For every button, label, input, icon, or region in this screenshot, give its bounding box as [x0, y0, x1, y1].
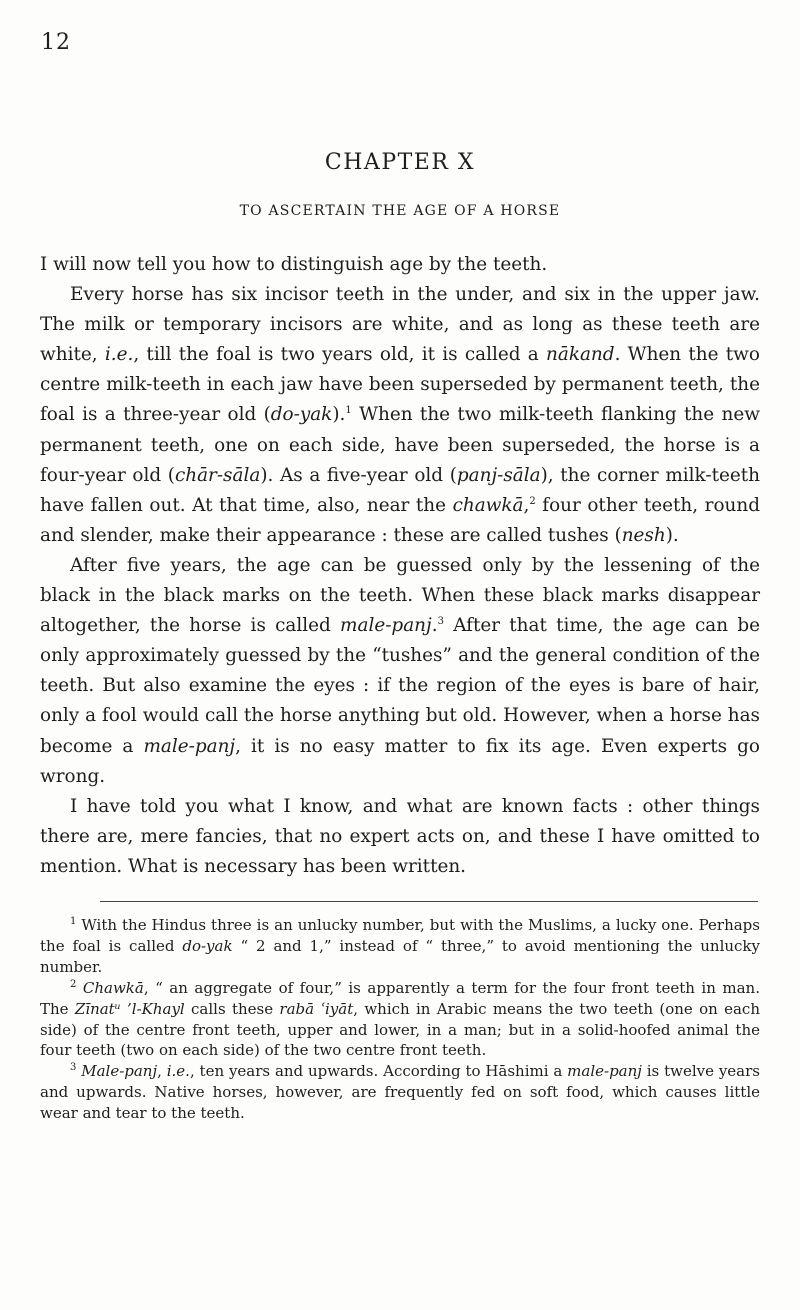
text-run: , it is no easy matter to fix its age. Even experts go wrong. [40, 735, 760, 787]
text-run: ). [665, 524, 679, 546]
italic-term: panj-sāla [456, 464, 541, 486]
text-run: , ten years and upwards. According to Hāshimi a [189, 1062, 568, 1081]
text-run: I will now tell you how to distinguish age by the teeth. [40, 254, 548, 275]
footnote-ref: 1 [345, 405, 352, 417]
italic-term: chawkā [452, 494, 524, 516]
italic-term: do-yak [270, 404, 333, 426]
text-run: calls these [184, 999, 280, 1018]
italic-term: nākand [546, 344, 615, 366]
page-number: 12 [41, 30, 71, 55]
footnote-ref: 2 [70, 978, 77, 990]
text-run: With the Hindus three is an unlucky number, but with the Muslims, a lucky one. Perhaps the foal is called [40, 916, 760, 955]
footnote [40, 978, 760, 1062]
italic-term: Chawkā [82, 978, 144, 997]
footnote-ref: 3 [70, 1062, 77, 1074]
italic-term: male-panj [143, 735, 236, 757]
italic-term: male-panj [567, 1062, 642, 1081]
text-run: , till the foal is two years old, it is called a [133, 344, 547, 366]
footnote-ref: 2 [529, 495, 536, 507]
italic-term: i.e. [166, 1062, 190, 1081]
chapter-subtitle: TO ASCERTAIN THE AGE OF A HORSE [239, 203, 561, 219]
italic-term: rabā ʿiyāt [279, 999, 354, 1018]
italic-term: Male-panj [81, 1062, 158, 1081]
text-run: , which in Arabic means the two teeth (one on each side) of the centre front teeth, upper and lower, in a man; but in a solid-hoofed animal the four teeth (two on each side) of the two centre front teeth. [40, 999, 760, 1060]
text-run: four other teeth, round and slender, make their appearance : these are called tushes ( [40, 494, 760, 546]
footnotes [40, 915, 760, 1124]
footnote-divider [100, 901, 758, 902]
footnote-ref: 1 [70, 916, 77, 927]
text-run: I have told you what I know, and what are known facts : other things there are, mere fancies, that no expert acts on, and these I have omitted to mention. What is necessary has been written. [40, 795, 760, 877]
italic-term: i.e. [104, 344, 134, 366]
italic-term: do-yak [182, 936, 233, 955]
footnote-ref: 3 [437, 616, 444, 627]
text-run: “ 2 and 1,” instead of “ three,” to avoid mentioning the unlucky number. [40, 936, 760, 976]
text-run: . When the two centre milk-teeth in each jaw have been superseded by permanent teeth, the foal is a three-year old ( [40, 344, 760, 426]
text-run: ), the corner milk-teeth have fallen out. At that time, also, near the [40, 464, 760, 516]
body-paragraph [40, 792, 760, 882]
italic-term: male-panj [340, 615, 432, 637]
body-paragraph [40, 250, 760, 280]
italic-term: nesh [621, 524, 666, 546]
text-run: When the two milk-teeth flanking the new permanent teeth, one on each side, have been superseded, the horse is a four-year old ( [40, 404, 760, 486]
text-run: , “ an aggregate of four,” is apparently a term for the four front teeth in man. The [40, 978, 760, 1018]
body-paragraph [40, 280, 760, 551]
body-text [40, 250, 760, 882]
text-run: ). As a five-year old ( [260, 464, 457, 486]
text-run: ). [332, 404, 346, 426]
italic-term: chār-sāla [174, 464, 261, 486]
text-run: After five years, the age can be guessed only by the lessening of the black in the black marks on the teeth. When these black marks disappear altogether, the horse is called [40, 554, 760, 637]
body-paragraph [40, 551, 760, 792]
text-run: is twelve years and upwards. Native horses, however, are frequently fed on soft food, which causes little wear and tear to the teeth. [40, 1062, 760, 1123]
text-run: After that time, the age can be only approximately guessed by the “tushes” and the general condition of the teeth. But also examine the eyes : if the region of the eyes is bare of hair, only a fool would call the horse anything but old. However, when a horse has become a [40, 615, 760, 757]
chapter-title: CHAPTER X [324, 150, 476, 175]
italic-term: Zīnatᵘ ’l-Khayl [74, 999, 185, 1018]
footnote [40, 1061, 760, 1124]
text-run: . [431, 615, 438, 637]
footnote [40, 915, 760, 978]
text-run: , [523, 494, 530, 516]
text-run: Every horse has six incisor teeth in the under, and six in the upper jaw. The milk or temporary incisors are white, and as long as these teeth are white, [40, 284, 760, 366]
text-run: , [157, 1062, 167, 1081]
